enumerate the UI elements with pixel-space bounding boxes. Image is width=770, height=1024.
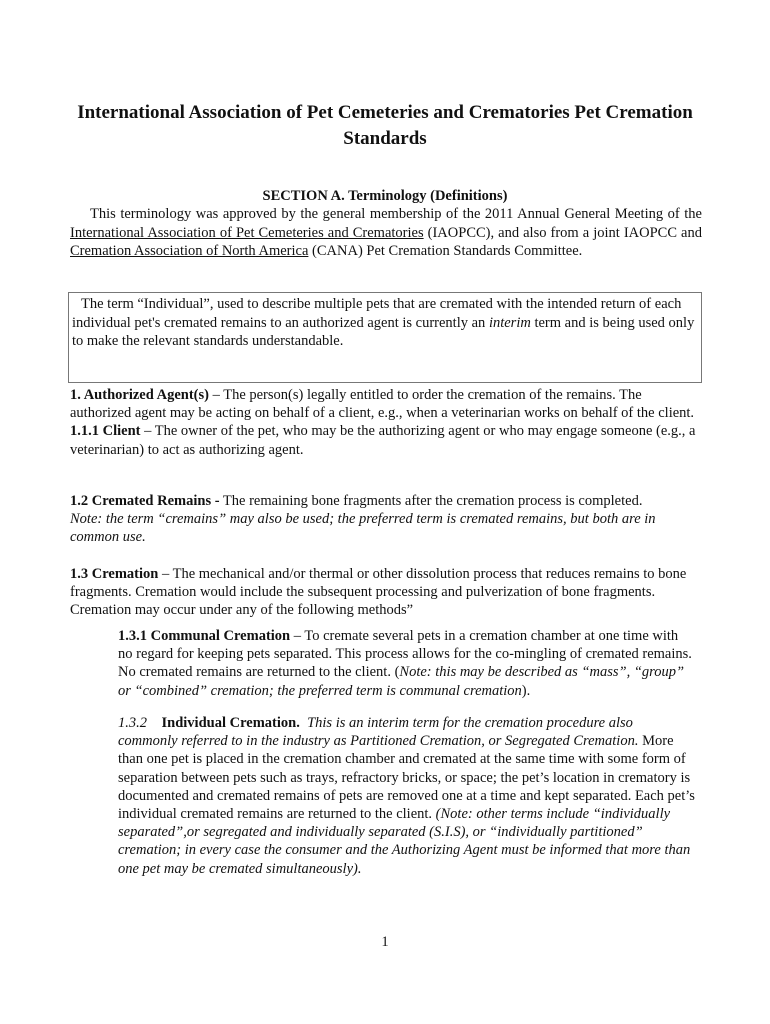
definition-individual-cremation: 1.3.2 Individual Cremation. This is an interim term for the cremation procedure also commonly referred to in the industry as Partitioned Cremation, or Segregated Cremation. More than one pet is placed in the cremation chamber and cremated at the same time with some form of separation between pets such as trays, refractory bricks, or space; the pet’s location in crematory is documented and cremated remains of pets are removed one at a time and kept separated. Each pet’s individual cremated remains are returned to the client. (Note: other terms include “individually separated”,or segregated and individually separated (S.I.S), or “individually partitioned” cremation; in every case the consumer and the Authorizing Agent must be informed that more than one pet may be cremated simultaneously). [118,715,695,877]
intro-paragraph: This terminology was approved by the general membership of the 2011 Annual General Meeting of the International Association of Pet Cemeteries and Crematories (IAOPCC), and also from a joint IAOPCC and Cremation Association of North America (CANA) Pet Cremation Standards Committee. [70,206,702,259]
definition-cremation: 1.3 Cremation – The mechanical and/or thermal or other dissolution process that reduces remains to bone fragments. Cremation would include the subsequent processing and pulverization of bone fragments. Cremation may occur under any of the following methods” [70,566,687,619]
definition-cremated-remains: 1.2 Cremated Remains - The remaining bone fragments after the cremation process is completed. Note: the term “cremains” may also be used; the preferred term is cremated remains, but both are in common use. [70,493,656,546]
term-client: 1.1.1 Client [70,423,141,440]
page-number: 1 [381,934,389,950]
iaopcc-link-text: International Association of Pet Cemeteries and Crematories [70,224,424,241]
interim-note-box: The term “Individual”, used to describe multiple pets that are cremated with the intended return of each individual pet's cremated remains to an authorized agent is currently an interim term and is being used only to make the relevant standards understandable. [68,292,702,383]
definition-communal-cremation: 1.3.1 Communal Cremation – To cremate several pets in a cremation chamber at one time with no regard for keeping pets separated. This process allows for the co-mingling of cremated remains. No cremated remains are returned to the client. (Note: this may be described as “mass”, “group” or “combined” cremation; the preferred term is communal cremation). [118,628,692,699]
section-heading: SECTION A. Terminology (Definitions) [262,188,508,204]
document-title: International Association of Pet Cemeteries and Crematories Pet Cremation Standards [77,102,693,149]
cana-link-text: Cremation Association of North America [70,243,309,259]
definition-authorized-agent: 1. Authorized Agent(s) – The person(s) legally entitled to order the cremation of the remains. The authorized agent may be acting on behalf of a client, e.g., when a veterinarian works on behalf of the client. 1.1.1 Client – The owner of the pet, who may be the authorizing agent or who may engage someone (e.g., a veterinarian) to act as authorizing agent. [70,387,696,458]
